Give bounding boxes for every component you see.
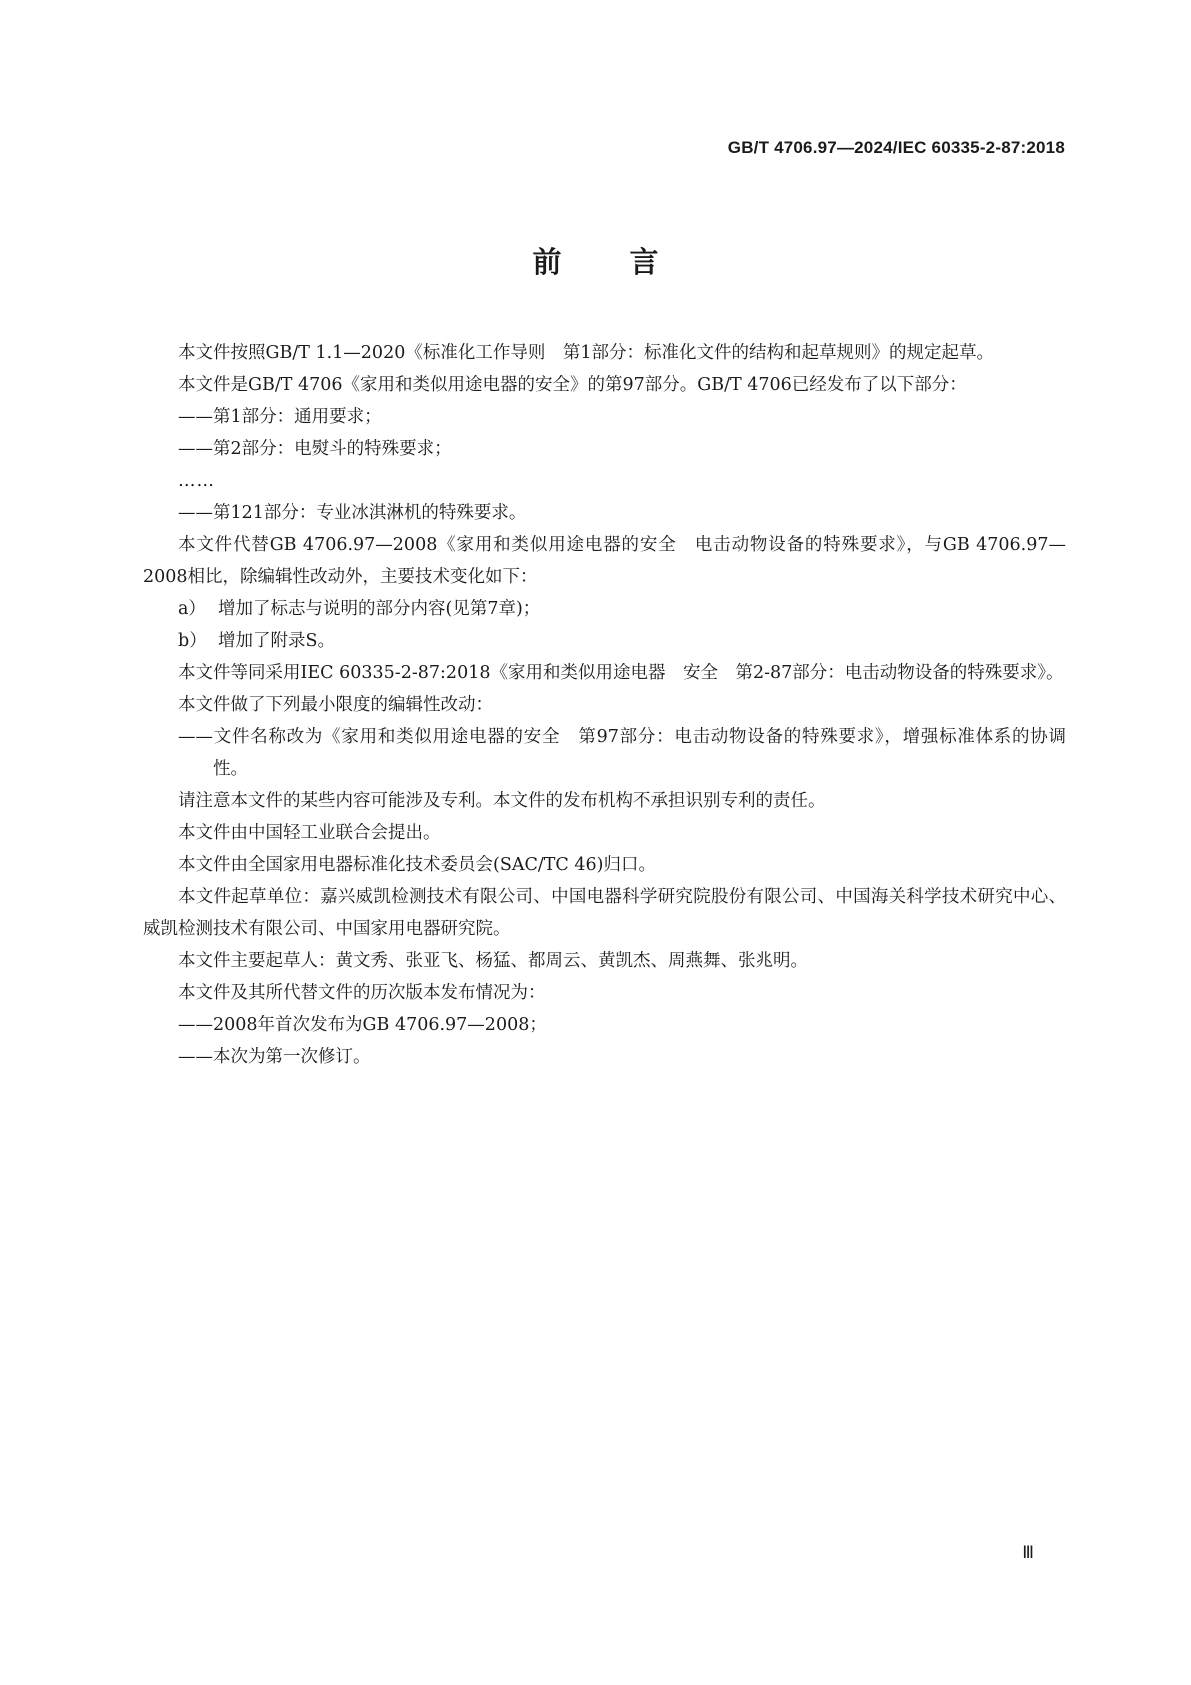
body-paragraph: 本文件代替GB 4706.97—2008《家用和类似用途电器的安全 电击动物设备的特殊要求》，与GB 4706.97—2008相比，除编辑性改动外，主要技术变化如下： <box>143 535 1066 587</box>
dash-list-item: ——第2部分：电熨斗的特殊要求； <box>178 439 452 459</box>
body-paragraph: 本文件是GB/T 4706《家用和类似用途电器的安全》的第97部分。GB/T 4706已经发布了以下部分： <box>178 375 967 395</box>
list-item <box>143 593 1066 625</box>
list-item-text: 增加了标志与说明的部分内容(见第7章)； <box>218 599 541 619</box>
list-marker: a） <box>178 599 206 619</box>
body-paragraph: 本文件由中国轻工业联合会提出。 <box>178 823 441 843</box>
page-title-char-1: 前 <box>532 245 562 279</box>
page-number: Ⅲ <box>1022 1543 1034 1562</box>
body-paragraph: 请注意本文件的某些内容可能涉及专利。本文件的发布机构不承担识别专利的责任。 <box>178 791 826 811</box>
list-item-text: 增加了附录S。 <box>218 631 335 651</box>
body-paragraph: 本文件等同采用IEC 60335-2-87:2018《家用和类似用途电器 安全 第2-87部分：电击动物设备的特殊要求》。 <box>178 663 1064 683</box>
list-marker: b） <box>178 631 207 651</box>
ellipsis-line: …… <box>178 471 215 491</box>
list-item <box>143 625 1066 657</box>
body-paragraph: 本文件按照GB/T 1.1—2020《标准化工作导则 第1部分：标准化文件的结构和起草规则》的规定起草。 <box>178 343 994 363</box>
dash-list-item: ——本次为第一次修订。 <box>178 1047 371 1067</box>
body-paragraph: 本文件由全国家用电器标准化技术委员会(SAC/TC 46)归口。 <box>178 855 656 875</box>
dash-list-item: ——2008年首次发布为GB 4706.97—2008； <box>178 1015 547 1035</box>
dash-list-item: ——第121部分：专业冰淇淋机的特殊要求。 <box>178 503 527 523</box>
body-paragraph: 本文件及其所代替文件的历次版本发布情况为： <box>178 983 546 1003</box>
dash-list-item: ——文件名称改为《家用和类似用途电器的安全 第97部分：电击动物设备的特殊要求》，增强标准体系的协调性。 <box>178 727 1066 779</box>
standard-code-header: GB/T 4706.97—2024/IEC 60335-2-87:2018 <box>727 138 1065 157</box>
foreword-body <box>143 337 1066 1073</box>
page-title-char-2: 言 <box>629 245 659 279</box>
body-paragraph: 本文件起草单位：嘉兴威凯检测技术有限公司、中国电器科学研究院股份有限公司、中国海关科学技术研究中心、威凯检测技术有限公司、中国家用电器研究院。 <box>143 887 1066 939</box>
body-paragraph: 本文件做了下列最小限度的编辑性改动： <box>178 695 493 715</box>
dash-list-item: ——第1部分：通用要求； <box>178 407 382 427</box>
body-paragraph: 本文件主要起草人：黄文秀、张亚飞、杨猛、都周云、黄凯杰、周燕舞、张兆明。 <box>178 951 808 971</box>
page-title <box>0 240 1191 281</box>
